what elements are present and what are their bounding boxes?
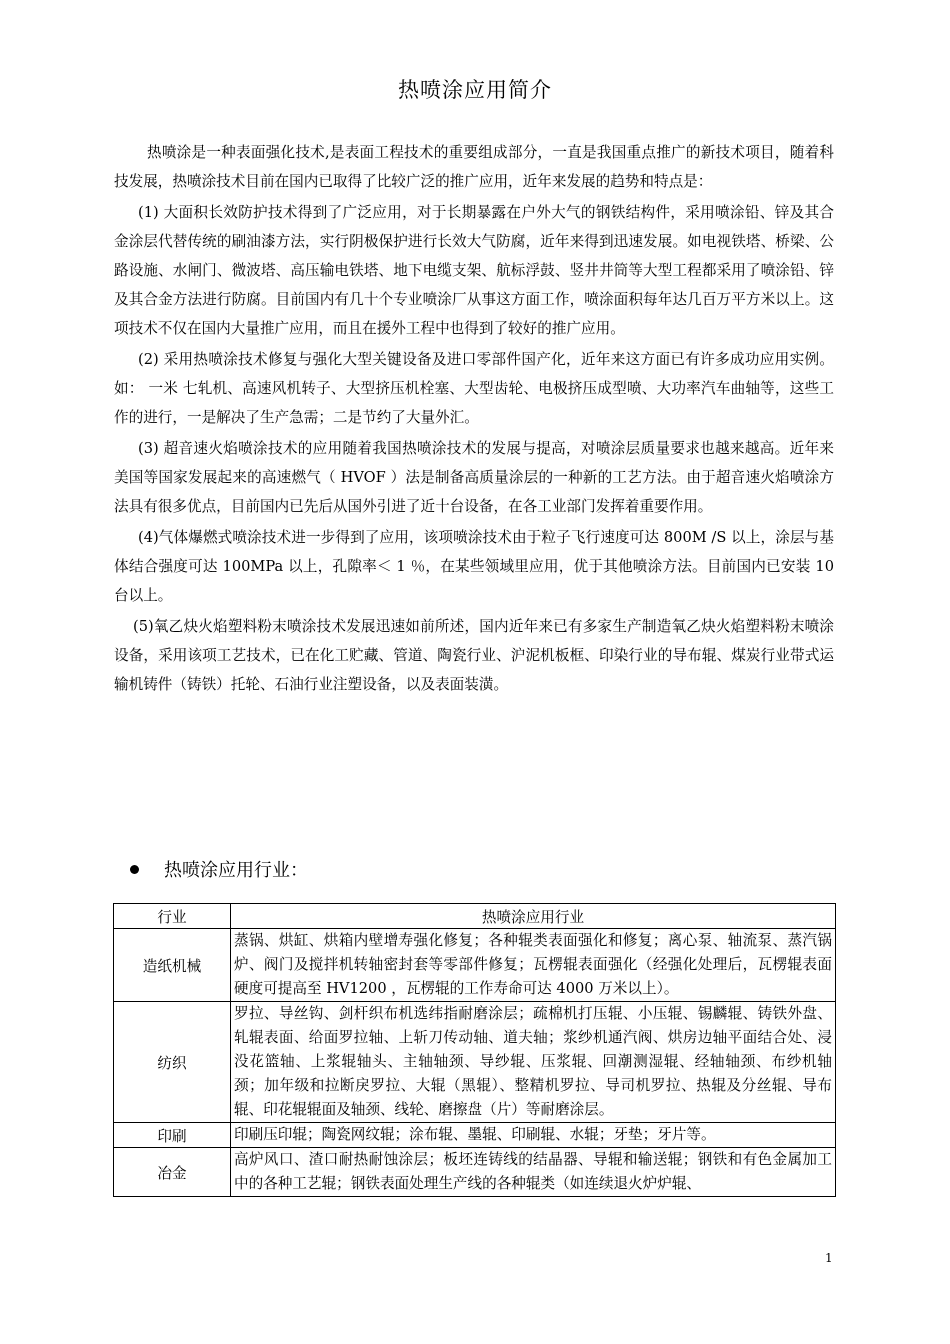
section-heading-text: 热喷涂应用行业： xyxy=(164,860,308,881)
item-paragraph-5: (5)氧乙炔火焰塑料粉末喷涂技术发展迅速如前所述，国内近年来已有多家生产制造氧乙炔火焰塑料粉末喷涂设备，采用该项工艺技术，已在化工贮藏、管道、陶瓷行业、沪泥机板框、印染行业的导布辊、煤炭行业带式运输机铸件（铸铁）托轮、石油行业注塑设备，以及表面装潢。 xyxy=(114,618,834,693)
header-applications: 热喷涂应用行业 xyxy=(231,904,836,929)
application-cell: 罗拉、导丝钩、剑杆织布机选纬指耐磨涂层；疏棉机打压辊、小压辊、锡麟辊、铸铁外盘、轧辊表面、给面罗拉轴、上斩刀传动轴、道夫轴；浆纱机通汽阀、烘房边轴平面结合处、浸没花篮轴、上浆辊轴头、主轴轴颈、导纱辊、压浆辊、回潮测湿辊、经轴轴颈、布纱机轴颈；加年级和拉断戾罗拉、大辊（黑辊）、整精机罗拉、导司机罗拉、热辊及分丝辊、导布辊、印花辊辊面及轴颈、线轮、磨擦盘（片）等耐磨涂层。 xyxy=(231,1002,836,1123)
industry-cell: 印刷 xyxy=(114,1123,231,1148)
industry-table xyxy=(113,903,836,1197)
application-cell: 蒸锅、烘缸、烘箱内壁增寿强化修复；各种辊类表面强化和修复；离心泵、轴流泵、蒸汽锅炉、阀门及搅拌机转轴密封套等零部件修复；瓦楞辊表面强化（经强化处理后，瓦楞辊表面硬度可提高至 HV1200 ，瓦楞辊的工作寿命可达 4000 万米以上）。 xyxy=(231,929,836,1002)
industry-cell: 造纸机械 xyxy=(114,929,231,1002)
table-row xyxy=(114,1123,836,1148)
item-paragraph-1: (1) 大面积长效防护技术得到了广泛应用，对于长期暴露在户外大气的钢铁结构件，采用喷涂铅、锌及其合金涂层代替传统的刷油漆方法，实行阴极保护进行长效大气防腐，近年来得到迅速发展。如电视铁塔、桥梁、公路设施、水闸门、微波塔、高压输电铁塔、地下电缆支架、航标浮鼓、竖井井筒等大型工程都采用了喷涂铅、锌及其合金方法进行防腐。目前国内有几十个专业喷涂厂从事这方面工作，喷涂面积每年达几百万平方米以上。这项技术不仅在国内大量推广应用，而且在援外工程中也得到了较好的推广应用。 xyxy=(114,204,834,337)
intro-paragraph: 热喷涂是一种表面强化技术,是表面工程技术的重要组成部分，一直是我国重点推广的新技术项目，随着科技发展，热喷涂技术目前在国内已取得了比较广泛的推广应用，近年来发展的趋势和特点是： xyxy=(114,144,834,190)
page-title: 热喷涂应用简介 xyxy=(398,78,552,102)
item-paragraph-3: (3) 超音速火焰喷涂技术的应用随着我国热喷涂技术的发展与提高，对喷涂层质量要求也越来越高。近年来美国等国家发展起来的高速燃气（ HVOF ）法是制备高质量涂层的一种新的工艺方法。由于超音速火焰喷涂方法具有很多优点，目前国内已先后从国外引进了近十台设备，在各工业部门发挥着重要作用。 xyxy=(114,440,834,515)
bullet-icon xyxy=(130,865,139,874)
application-cell: 高炉风口、渣口耐热耐蚀涂层；板坯连铸线的结晶器、导辊和输送辊；钢铁和有色金属加工中的各种工艺辊；钢铁表面处理生产线的各种辊类（如连续退火炉炉辊、 xyxy=(231,1148,836,1197)
section-heading xyxy=(130,856,308,882)
industry-cell: 纺织 xyxy=(114,1002,231,1123)
table-header-row xyxy=(114,904,836,929)
table-row xyxy=(114,1148,836,1197)
item-paragraph-4: (4)气体爆燃式喷涂技术进一步得到了应用，该项喷涂技术由于粒子飞行速度可达 800M /S 以上，涂层与基体结合强度可达 100MPa 以上，孔隙率＜ 1 ％，在某些领域里应用，优于其他喷涂方法。目前国内已安装 10 台以上。 xyxy=(114,529,834,604)
application-cell: 印刷压印辊；陶瓷网纹辊；涂布辊、墨辊、印刷辊、水辊；牙垫；牙片等。 xyxy=(231,1123,836,1148)
header-industry: 行业 xyxy=(114,904,231,929)
table-row xyxy=(114,1002,836,1123)
industry-cell: 冶金 xyxy=(114,1148,231,1197)
page-number: 1 xyxy=(825,1251,833,1265)
table-row xyxy=(114,929,836,1002)
item-paragraph-2: (2) 采用热喷涂技术修复与强化大型关键设备及进口零部件国产化，近年来这方面已有许多成功应用实例。如： 一米 七轧机、高速风机转子、大型挤压机栓塞、大型齿轮、电极挤压成型喷、大功率汽车曲轴等，这些工作的进行，一是解决了生产急需；二是节约了大量外汇。 xyxy=(114,351,834,426)
body-text xyxy=(114,138,834,701)
